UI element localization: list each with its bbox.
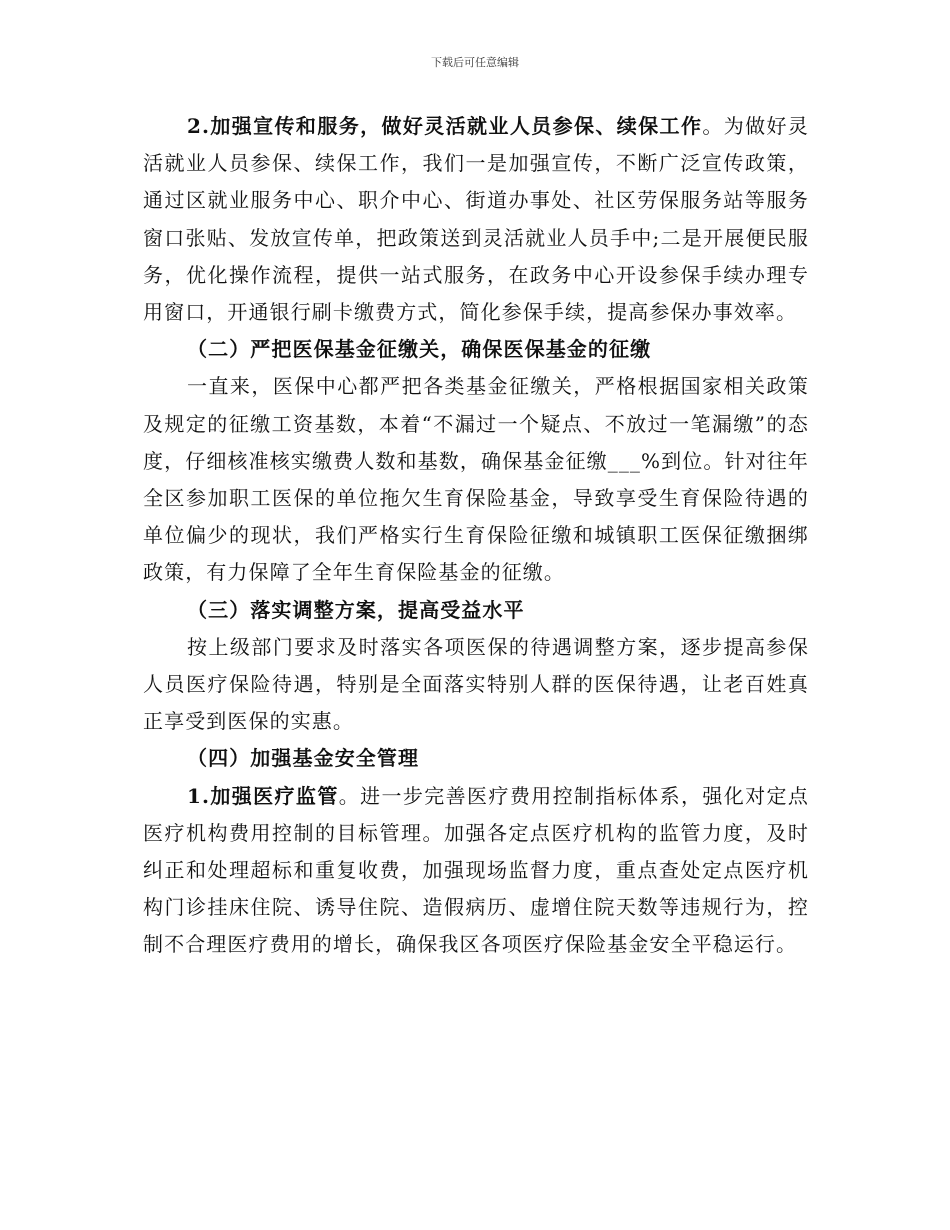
paragraph-text: 。进一步完善医疗费用控制指标体系，强化对定点医疗机构费用控制的目标管理。加强各定点医疗机构的监管力度，及时纠正和处理超标和重复收费，加强现场监督力度，重点查处定点医疗机构门诊挂床住院、诱导住院、造假病历、虚增住院天数等违规行为，控制不合理医疗费用的增长，确保我区各项医疗保险基金安全平稳运行。 — [143, 783, 810, 957]
section-heading-fund-safety: （四）加强基金安全管理 — [187, 746, 420, 771]
section-heading-fund-collection: （二）严把医保基金征缴关，确保医保基金的征缴 — [187, 337, 652, 362]
paragraph-flexible-employment — [143, 108, 809, 331]
section-heading-adjustment-plan: （三）落实调整方案，提高受益水平 — [187, 597, 525, 622]
paragraph-text: 。为做好灵活就业人员参保、续保工作，我们一是加强宣传，不断广泛宣传政策，通过区就业服务中心、职介中心、街道办事处、社区劳保服务站等服务窗口张贴、发放宣传单，把政策送到灵活就业人员手中;二是开展便民服务，优化操作流程，提供一站式服务，在政务中心开设参保手续办理专用窗口，开通银行刷卡缴费方式，简化参保手续，提高参保办事效率。 — [143, 114, 810, 325]
paragraph-medical-supervision — [143, 778, 809, 964]
paragraph-lead: 1.加强医疗监管 — [187, 783, 339, 808]
paragraph-lead: 2.加强宣传和服务，做好灵活就业人员参保、续保工作 — [187, 114, 703, 138]
document-body — [143, 108, 809, 964]
page-header: 下载后可任意编辑 — [431, 56, 519, 69]
paragraph-adjustment-plan: 按上级部门要求及时落实各项医保的待遇调整方案，逐步提高参保人员医疗保险待遇，特别是全面落实特别人群的医保待遇，让老百姓真正享受到医保的实惠。 — [143, 634, 809, 734]
paragraph-fund-collection: 一直来，医保中心都严把各类基金征缴关，严格根据国家相关政策及规定的征缴工资基数，本着“不漏过一个疑点、不放过一笔漏缴”的态度，仔细核准核实缴费人数和基数，确保基金征缴___%到位。针对往年全区参加职工医保的单位拖欠生育保险基金，导致享受生育保险待遇的单位偏少的现状，我们严格实行生育保险征缴和城镇职工医保征缴捆绑政策，有力保障了全年生育保险基金的征缴。 — [143, 374, 809, 585]
